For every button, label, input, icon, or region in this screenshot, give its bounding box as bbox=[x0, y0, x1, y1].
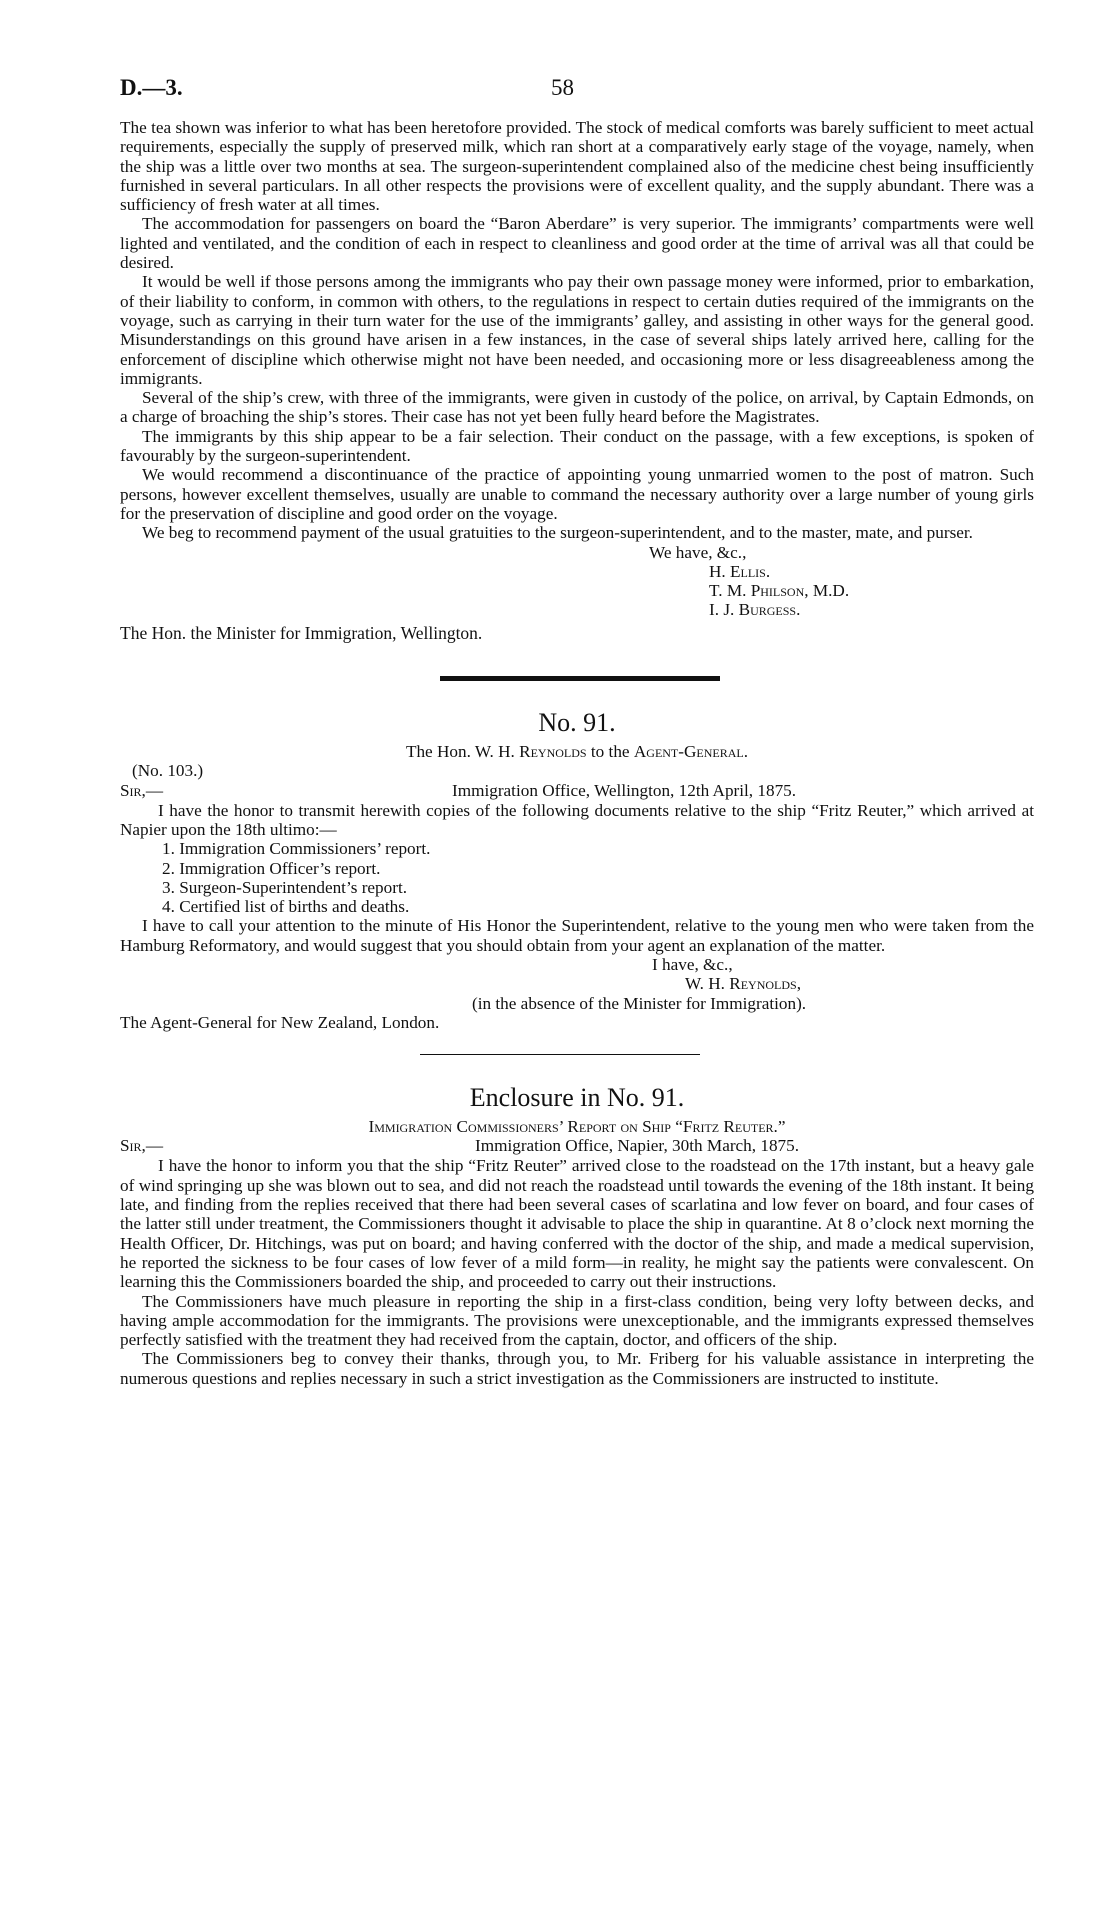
page-header bbox=[120, 75, 1034, 118]
letter-salutation-line bbox=[120, 781, 1034, 801]
report-paragraph: Several of the ship’s crew, with three of the immigrants, were given in custody of the police, on arrival, by Captain Edmonds, on a charge of broaching the ship’s stores. Their case has not yet been fully heard before the Magistrates. bbox=[120, 388, 1034, 427]
letter-signature: W. H. Reynolds, bbox=[685, 974, 802, 994]
letter-body: I have to call your attention to the minute of His Honor the Superintendent, relative to the young men who were taken from the Hamburg Reformatory, and would suggest that you should obtain from your agent an explanation of the matter. bbox=[120, 916, 1034, 955]
section-divider-thick bbox=[440, 676, 720, 681]
page-number: 58 bbox=[551, 75, 574, 100]
document-list-item: 3. Surgeon-Superintendent’s report. bbox=[162, 877, 408, 897]
enclosure-heading: Enclosure in No. 91. bbox=[469, 1083, 685, 1113]
report-paragraph: We beg to recommend payment of the usual gratuities to the surgeon-superintendent, and to the master, mate, and purser. bbox=[142, 523, 973, 543]
enclosure-paragraph: I have the honor to inform you that the ship “Fritz Reuter” arrived close to the roadstead on the 17th instant, but a heavy gale of wind springing up she was blown out to sea, and did not reach the roadstead until towards the evening of the 18th instant. It being late, and finding from the replies received that there had been several cases of scarlatina and low fever on board, and four cases of the latter still under treatment, the Commissioners thought it advisable to place the ship in quarantine. At 8 o’clock next morning the Health Officer, Dr. Hitchings, was put on board; and having conferred with the doctor of the ship, and made a medical supervision, he reported the sickness to be four cases of low fever of a mild form—in reality, he might say the patients were convalescent. On learning this the Commissioners boarded the ship, and proceeded to carry out their instructions. bbox=[120, 1156, 1034, 1292]
enclosure-salutation: Sir,— bbox=[120, 1136, 164, 1156]
enclosure-paragraph: The Commissioners have much pleasure in reporting the ship in a first-class condition, being very lofty between decks, and having ample accommodation for the immigrants. The provisions were unexceptionable, and the immigrants expressed themselves perfectly satisfied with the treatment they had received from the captain, doctor, and officers of the ship. bbox=[120, 1291, 1034, 1350]
letter-title bbox=[120, 742, 1034, 761]
report-addressee: The Hon. the Minister for Immigration, Wellington. bbox=[120, 622, 483, 643]
signatory: I. J. Burgess. bbox=[709, 600, 801, 620]
letter-intro: I have the honor to transmit herewith copies of the following documents relative to the ship “Fritz Reuter,” which arrived at Napier upon the 18th ultimo:— bbox=[120, 800, 1034, 839]
report-paragraph: The accommodation for passengers on board the “Baron Aberdare” is very superior. The immigrants’ compartments were well lighted and ventilated, and the condition of each in respect to cleanliness and good order at the time of arrival was all that could be desired. bbox=[120, 214, 1034, 273]
letter-title-recipient: Agent-General. bbox=[633, 742, 749, 762]
letter-reference: (No. 103.) bbox=[132, 761, 204, 781]
report-signature-block bbox=[649, 543, 1034, 620]
report-paragraph: We would recommend a discontinuance of the practice of appointing young unmarried women to the post of matron. Such persons, however excellent themselves, usually are unable to command the necessary authority over a large number of young girls for the preservation of discipline and good order on the voyage. bbox=[120, 465, 1034, 523]
letter-place-date: Immigration Office, Wellington, 12th April, 1875. bbox=[452, 780, 797, 800]
report-paragraph: The tea shown was inferior to what has been heretofore provided. The stock of medical comforts was barely sufficient to meet actual requirements, especially the supply of preserved milk, which ran short at a comparatively early stage of the voyage, namely, when the ship was a little over two months at sea. The surgeon-superintendent complained also of the medicine chest being insufficiently furnished in several particulars. In all other respects the provisions were of excellent quality, and the supply abundant. There was a sufficiency of fresh water at all times. bbox=[120, 118, 1034, 215]
letter-title-prefix: The Hon. W. H. bbox=[405, 742, 515, 762]
letter-number-heading: No. 91. bbox=[538, 708, 616, 738]
enclosure-place-date: Immigration Office, Napier, 30th March, 1875. bbox=[475, 1136, 800, 1156]
document-list-item: 2. Immigration Officer’s report. bbox=[162, 858, 381, 878]
signatory: T. M. Philson, M.D. bbox=[709, 581, 850, 601]
letter-addressee: The Agent-General for New Zealand, London. bbox=[120, 1012, 440, 1032]
document-reference: D.—3. bbox=[120, 75, 183, 100]
document-list-item: 4. Certified list of births and deaths. bbox=[162, 897, 410, 917]
enclosure-section bbox=[120, 1083, 1034, 1388]
section-divider-thin bbox=[420, 1054, 700, 1055]
enclosure-paragraph: The Commissioners beg to convey their thanks, through you, to Mr. Friberg for his valuable assistance in interpreting the numerous questions and replies necessary in such a strict investigation as the Commissioners are instructed to institute. bbox=[120, 1349, 1034, 1388]
letter-salutation: Sir,— bbox=[120, 780, 164, 800]
signatory: H. Ellis. bbox=[709, 561, 771, 581]
letter-closing: I have, &c., bbox=[652, 954, 733, 974]
enclosure-salutation-line bbox=[120, 1136, 1034, 1156]
document-list-item: 1. Immigration Commissioners’ report. bbox=[162, 839, 431, 859]
report-paragraph: The immigrants by this ship appear to be a fair selection. Their conduct on the passage, with a few exceptions, is spoken of favourably by the surgeon-superintendent. bbox=[120, 426, 1034, 466]
letter-title-mid: to the bbox=[590, 742, 630, 762]
letter-title-name: Reynolds bbox=[519, 742, 587, 762]
enclosure-subheading: Immigration Commissioners’ Report on Ship “Fritz Reuter.” bbox=[368, 1117, 786, 1137]
letter-section bbox=[120, 708, 1034, 1032]
letter-signature-note: (in the absence of the Minister for Immigration). bbox=[472, 993, 807, 1013]
report-closing: We have, &c., bbox=[649, 542, 747, 562]
report-section bbox=[120, 118, 1034, 643]
report-paragraph: It would be well if those persons among the immigrants who pay their own passage money were informed, prior to embarkation, of their liability to conform, in common with others, to the regulations in respect to certain duties required of the immigrants on the voyage, such as carrying in their turn water for the use of the immigrants’ galley, and assisting in other ways for the general good. Misunderstandings on this ground have arisen in a few instances, in the case of several ships lately arrived here, calling for the enforcement of discipline which otherwise might not have been needed, and occasioning more or less disagreeableness among the immigrants. bbox=[120, 272, 1034, 388]
